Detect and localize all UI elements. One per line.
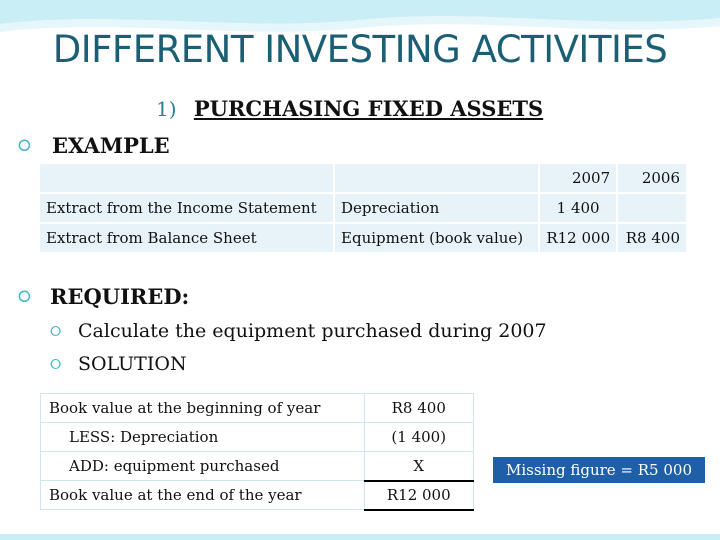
header-cell bbox=[334, 163, 539, 193]
table-cell: Extract from Balance Sheet bbox=[39, 223, 334, 253]
table-cell: 1 400 bbox=[539, 193, 617, 223]
table-row bbox=[41, 481, 474, 510]
table-row bbox=[41, 423, 474, 452]
table-cell bbox=[617, 193, 687, 223]
solution-label: ADD: equipment purchased bbox=[41, 452, 365, 481]
example-table-header bbox=[39, 163, 687, 193]
header-cell-2007: 2007 bbox=[539, 163, 617, 193]
table-row bbox=[39, 223, 687, 253]
slide-title: DIFFERENT INVESTING ACTIVITIES bbox=[52, 28, 668, 71]
table-cell: Equipment (book value) bbox=[334, 223, 539, 253]
table-cell: R8 400 bbox=[617, 223, 687, 253]
table-cell: Depreciation bbox=[334, 193, 539, 223]
example-heading: EXAMPLE bbox=[52, 133, 170, 158]
solution-label: LESS: Depreciation bbox=[41, 423, 365, 452]
required-heading: REQUIRED: bbox=[50, 284, 190, 309]
bullet-icon: ⭘ bbox=[50, 357, 62, 373]
missing-figure-box: Missing figure = R5 000 bbox=[493, 457, 705, 483]
table-cell: R12 000 bbox=[539, 223, 617, 253]
required-item: SOLUTION bbox=[78, 353, 187, 375]
example-table bbox=[38, 162, 688, 254]
bullet-icon: ⭘ bbox=[18, 287, 31, 306]
bullet-icon: ⭘ bbox=[18, 136, 31, 155]
required-item: Calculate the equipment purchased during 2007 bbox=[78, 320, 547, 342]
bullet-icon: ⭘ bbox=[50, 324, 62, 340]
solution-value: R8 400 bbox=[364, 394, 474, 423]
subtitle-number: 1) bbox=[156, 97, 177, 121]
subtitle-text: PURCHASING FIXED ASSETS bbox=[193, 96, 544, 121]
table-row bbox=[39, 193, 687, 223]
solution-value: X bbox=[364, 452, 474, 481]
solution-label: Book value at the beginning of year bbox=[41, 394, 365, 423]
solution-value-total: R12 000 bbox=[364, 481, 474, 510]
solution-label: Book value at the end of the year bbox=[41, 481, 365, 510]
solution-value: (1 400) bbox=[364, 423, 474, 452]
table-row bbox=[41, 394, 474, 423]
footer-bar bbox=[0, 534, 720, 540]
solution-table bbox=[40, 393, 474, 511]
subtitle bbox=[156, 96, 543, 121]
header-cell bbox=[39, 163, 334, 193]
table-cell: Extract from the Income Statement bbox=[39, 193, 334, 223]
header-cell-2006: 2006 bbox=[617, 163, 687, 193]
table-row bbox=[41, 452, 474, 481]
